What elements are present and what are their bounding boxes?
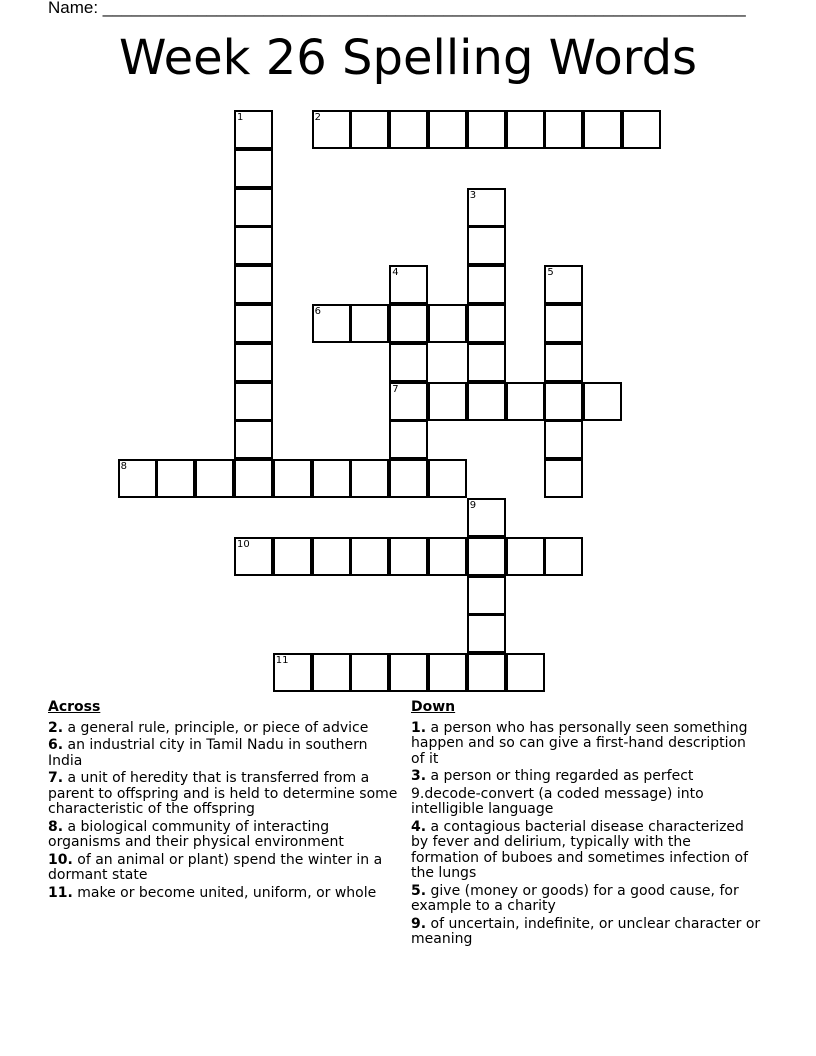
grid-cell[interactable] (350, 653, 389, 692)
clue-number: 11. (48, 884, 73, 901)
grid-cell[interactable] (195, 459, 234, 498)
grid-cell[interactable] (544, 459, 583, 498)
cell-number: 10 (237, 538, 250, 550)
clue-number: 10. (48, 851, 73, 868)
grid-cell[interactable] (312, 537, 351, 576)
clue-number: 5. (411, 882, 427, 899)
down-clue (411, 820, 763, 882)
grid-cell[interactable] (234, 343, 273, 382)
grid-cell[interactable] (389, 459, 428, 498)
grid-cell[interactable] (312, 653, 351, 692)
cell-number: 4 (392, 267, 399, 279)
grid-cell[interactable] (389, 537, 428, 576)
clue-text: a person who has personally seen something happen and so can give a first-hand description of it (411, 719, 748, 767)
grid-cell[interactable] (583, 110, 622, 149)
across-clues (48, 700, 400, 903)
grid-cell[interactable] (350, 537, 389, 576)
clue-number: 3. (411, 768, 427, 784)
cell-number: 5 (547, 267, 554, 279)
grid-cell[interactable] (467, 382, 506, 421)
grid-cell[interactable] (506, 537, 545, 576)
grid-cell[interactable] (506, 382, 545, 421)
grid-cell[interactable] (234, 265, 273, 304)
grid-cell[interactable] (428, 382, 467, 421)
clue-text: of an animal or plant) spend the winter in a dormant state (48, 851, 383, 883)
grid-cell[interactable] (467, 343, 506, 382)
grid-cell[interactable] (389, 343, 428, 382)
cell-number: 8 (120, 461, 127, 473)
grid-cell[interactable] (234, 110, 273, 149)
grid-cell[interactable] (312, 304, 351, 343)
grid-cell[interactable] (350, 459, 389, 498)
grid-cell[interactable] (544, 110, 583, 149)
grid-cell[interactable] (312, 110, 351, 149)
grid-cell[interactable] (583, 382, 622, 421)
grid-cell[interactable] (350, 304, 389, 343)
grid-cell[interactable] (118, 459, 157, 498)
across-clue (48, 886, 400, 902)
grid-cell[interactable] (234, 537, 273, 576)
grid-cell[interactable] (428, 459, 467, 498)
grid-cell[interactable] (273, 537, 312, 576)
page-title: Week 26 Spelling Words (118, 30, 698, 86)
clue-number: 4. (411, 818, 427, 835)
name-line[interactable]: ____________________________________________________________________ (102, 0, 746, 17)
across-clue (48, 853, 400, 884)
grid-cell[interactable] (544, 343, 583, 382)
grid-cell[interactable] (428, 110, 467, 149)
clue-text: a person or thing regarded as perfect (426, 768, 694, 784)
across-clue (48, 771, 400, 818)
grid-cell[interactable] (234, 382, 273, 421)
grid-cell[interactable] (467, 653, 506, 692)
grid-cell[interactable] (234, 188, 273, 227)
clue-number: 9. (411, 915, 427, 932)
grid-cell[interactable] (467, 110, 506, 149)
grid-cell[interactable] (389, 382, 428, 421)
grid-cell[interactable] (389, 265, 428, 304)
across-heading: Across (48, 699, 101, 715)
grid-cell[interactable] (273, 653, 312, 692)
grid-cell[interactable] (544, 265, 583, 304)
grid-cell[interactable] (234, 420, 273, 459)
grid-cell[interactable] (234, 304, 273, 343)
grid-cell[interactable] (544, 382, 583, 421)
down-clue (411, 884, 763, 915)
name-label: Name: (48, 0, 103, 17)
clue-text: an industrial city in Tamil Nadu in southern India (48, 737, 368, 769)
grid-cell[interactable] (428, 304, 467, 343)
grid-cell[interactable] (622, 110, 661, 149)
grid-cell[interactable] (389, 653, 428, 692)
grid-cell[interactable] (389, 420, 428, 459)
down-heading: Down (411, 699, 456, 715)
clue-text: of uncertain, indefinite, or unclear character or meaning (411, 915, 761, 947)
grid-cell[interactable] (467, 576, 506, 615)
grid-cell[interactable] (467, 265, 506, 304)
grid-cell[interactable] (467, 304, 506, 343)
grid-cell[interactable] (156, 459, 195, 498)
cell-number: 2 (314, 112, 321, 123)
grid-cell[interactable] (273, 459, 312, 498)
cell-number: 11 (275, 655, 289, 667)
grid-cell[interactable] (506, 653, 545, 692)
grid-cell[interactable] (467, 188, 506, 227)
cell-number: 6 (314, 306, 321, 317)
clue-text: a biological community of interacting organisms and their physical environment (48, 818, 344, 850)
grid-cell[interactable] (389, 304, 428, 343)
clue-text: make or become united, uniform, or whole (72, 884, 377, 901)
grid-cell[interactable] (428, 537, 467, 576)
grid-cell[interactable] (234, 226, 273, 265)
down-clue (411, 721, 763, 768)
clue-text: a unit of heredity that is transferred from a parent to offspring and is held to determine some characteristic of the offspring (48, 770, 398, 817)
grid-cell[interactable] (428, 653, 467, 692)
cell-number: 7 (392, 383, 399, 395)
across-clue (48, 738, 400, 769)
grid-cell[interactable] (544, 304, 583, 343)
grid-cell[interactable] (312, 459, 351, 498)
grid-cell[interactable] (467, 537, 506, 576)
grid-cell[interactable] (467, 614, 506, 653)
grid-cell[interactable] (234, 459, 273, 498)
clue-text: a general rule, principle, or piece of advice (63, 719, 369, 736)
clue-text: a contagious bacterial disease characterized by fever and delirium, typically with the formation of buboes and sometimes infection of the lungs (411, 818, 749, 881)
grid-cell[interactable] (234, 149, 273, 188)
clue-number: 1. (411, 719, 427, 736)
cell-number: 1 (237, 112, 244, 123)
clue-number: 6. (48, 737, 64, 753)
cell-number: 3 (469, 189, 477, 201)
across-clue (48, 721, 400, 737)
grid-cell[interactable] (467, 498, 506, 537)
clue-number: 2. (48, 719, 64, 736)
across-clue (48, 820, 400, 851)
grid-cell[interactable] (389, 110, 428, 149)
grid-cell[interactable] (544, 420, 583, 459)
clue-text: give (money or goods) for a good cause, for example to a charity (411, 882, 739, 914)
down-clues (411, 700, 763, 950)
grid-cell[interactable] (350, 110, 389, 149)
clue-number: 8. (48, 818, 64, 835)
grid-cell[interactable] (544, 537, 583, 576)
grid-cell[interactable] (467, 226, 506, 265)
clue-text: 9.decode-convert (a coded message) into intelligible language (411, 785, 704, 817)
clue-number: 7. (48, 770, 64, 786)
down-clue (411, 917, 763, 948)
grid-cell[interactable] (506, 110, 545, 149)
down-clue (411, 787, 763, 818)
cell-number: 9 (469, 500, 477, 511)
down-clue (411, 769, 763, 785)
